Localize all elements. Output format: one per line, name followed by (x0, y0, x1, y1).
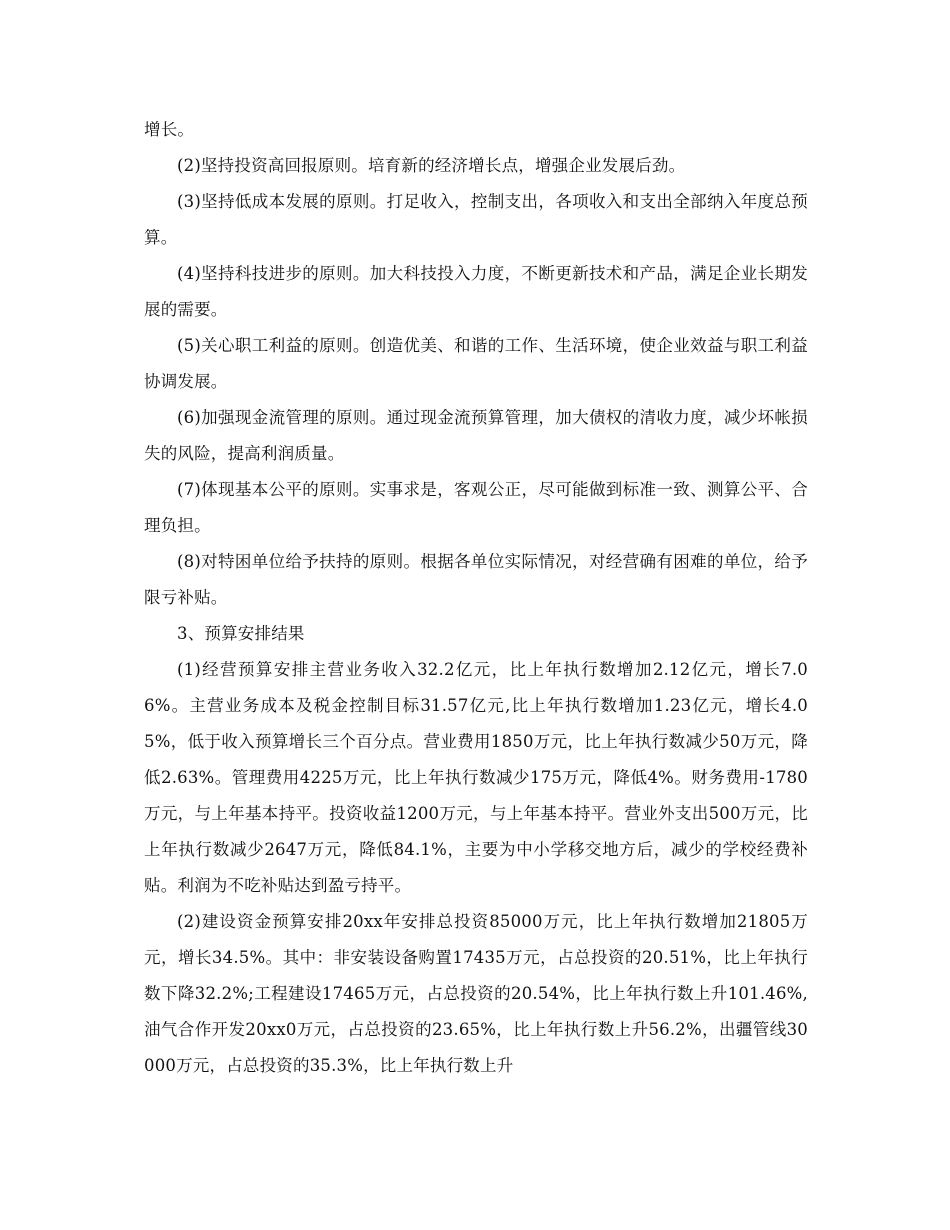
paragraph-principle-2: (2)坚持投资高回报原则。培育新的经济增长点，增强企业发展后劲。 (177, 156, 686, 175)
paragraph-principle-8: (8)对特困单位给予扶持的原则。根据各单位实际情况，对经营确有困难的单位，给予限亏补贴。 (144, 552, 808, 607)
paragraph-principle-6: (6)加强现金流管理的原则。通过现金流预算管理，加大债权的清收力度，减少坏帐损失的风险，提高利润质量。 (144, 408, 808, 463)
paragraph-principle-3: (3)坚持低成本发展的原则。打足收入，控制支出，各项收入和支出全部纳入年度总预算。 (144, 192, 808, 247)
paragraph-construction-budget: (2)建设资金预算安排20xx年安排总投资85000万元，比上年执行数增加21805万元，增长34.5%。其中：非安装设备购置17435万元，占总投资的20.51%，比上年执行数下降32.2%;工程建设17465万元，占总投资的20.54%，比上年执行数上升101.46%,油气合作开发20xx0万元，占总投资的23.65%，比上年执行数上升56.2%，出疆管线30000万元，占总投资的35.3%，比上年执行数上升 (144, 912, 808, 1075)
section-heading-budget-results: 3、预算安排结果 (177, 624, 305, 643)
paragraph-operating-budget: (1)经营预算安排主营业务收入32.2亿元，比上年执行数增加2.12亿元，增长7.06%。主营业务成本及税金控制目标31.57亿元,比上年执行数增加1.23亿元，增长4.05%，低于收入预算增长三个百分点。营业费用1850万元，比上年执行数减少50万元，降低2.63%。管理费用4225万元，比上年执行数减少175万元，降低4%。财务费用-1780万元，与上年基本持平。投资收益1200万元，与上年基本持平。营业外支出500万元，比上年执行数减少2647万元，降低84.1%，主要为中小学移交地方后，减少的学校经费补贴。利润为不吃补贴达到盈亏持平。 (144, 660, 808, 895)
paragraph-continuation: 增长。 (144, 120, 195, 139)
paragraph-principle-5: (5)关心职工利益的原则。创造优美、和谐的工作、生活环境，使企业效益与职工利益协调发展。 (144, 336, 808, 391)
paragraph-principle-4: (4)坚持科技进步的原则。加大科技投入力度，不断更新技术和产品，满足企业长期发展的需要。 (144, 264, 808, 319)
document-body (144, 112, 808, 1084)
paragraph-principle-7: (7)体现基本公平的原则。实事求是，客观公正，尽可能做到标准一致、测算公平、合理负担。 (144, 480, 808, 535)
